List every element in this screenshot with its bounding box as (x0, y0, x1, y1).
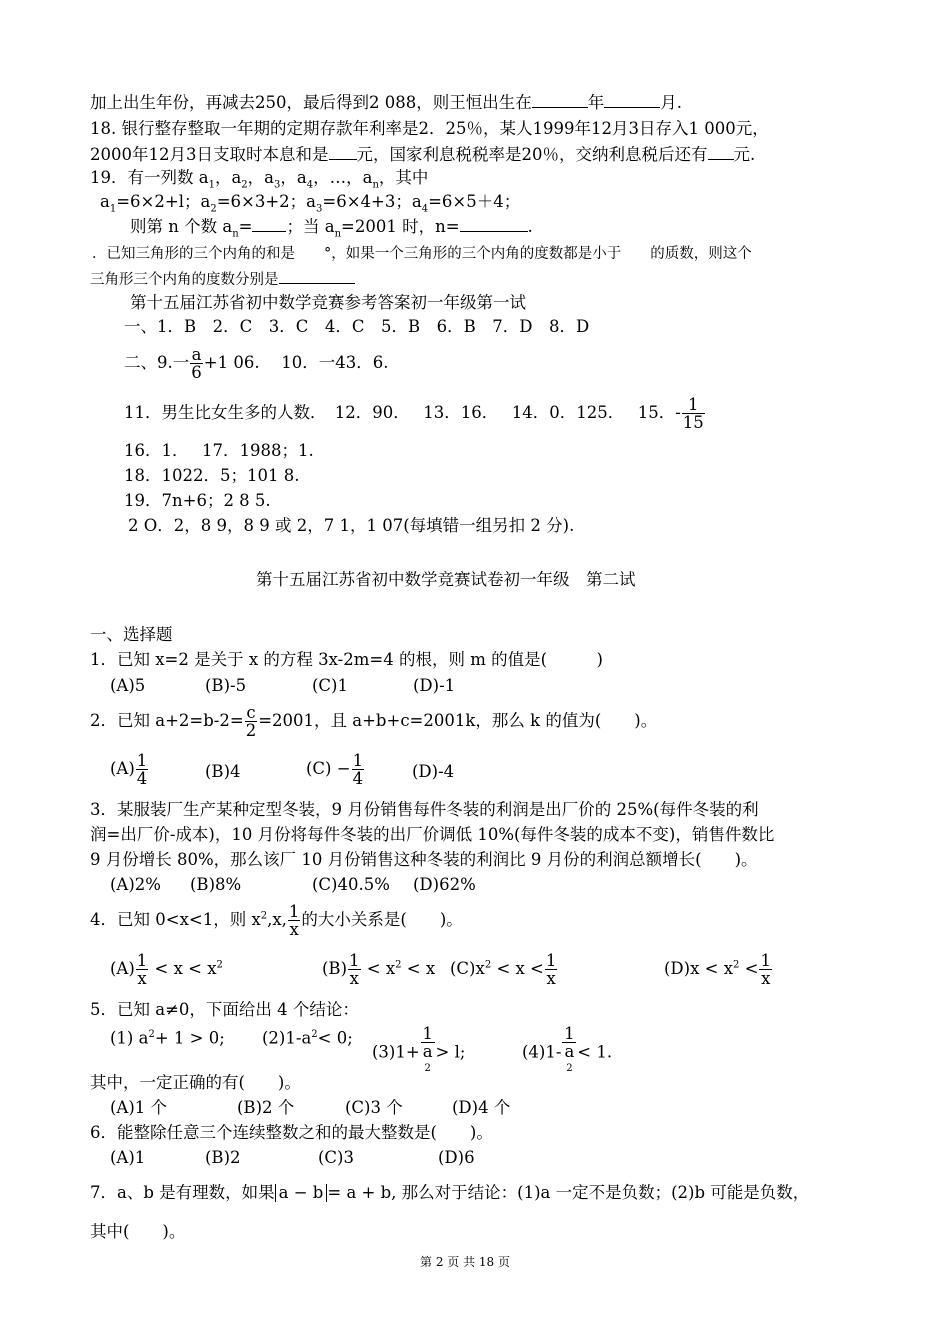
answers-title: 第十五届江苏省初中数学竞赛参考答案初一年级第一试 (130, 293, 526, 312)
answers-part2: 二、9.一 $\frac{a}{6}$ +1 06. 10．一43．6. (124, 345, 389, 382)
p2-stem: 2．已知 a+2=b-2= $\frac{c}{2}$ =2001，且 a+b+c=2001k，那么 k 的值为( )。 (90, 703, 658, 740)
p1-option-a: (A)5 (110, 676, 146, 695)
p1-option-b: (B)-5 (205, 676, 247, 695)
p1-option-d: (D)-1 (413, 676, 456, 695)
p4-option-a: (A) $\frac{1}{x}$ < $x < x^2$ (110, 951, 223, 988)
p4-option-c: $(C)x^2 < x$ < $\frac{1}{x}$ (450, 951, 557, 988)
fraction: $\frac{1}{x}$ (288, 902, 300, 939)
p5-question: 其中，一定正确的有( )。 (90, 1073, 301, 1092)
fraction: $\frac{1}{4}$ (352, 751, 364, 788)
p5-option-a: (A)1 个 (110, 1098, 168, 1117)
fraction: $\frac{1}{x}$ (349, 951, 360, 988)
p6-option-d: (D)6 (438, 1148, 475, 1167)
page-footer: 第 2 页 共 18 页 (420, 1255, 510, 1269)
answers-19: 19．7n+6；2 8 5. (124, 491, 271, 510)
p3-option-a: (A)2% (110, 875, 161, 894)
answer-blank (279, 268, 355, 284)
answers-18: 18．1022．5；101 8. (124, 466, 300, 485)
answers-16-17: 16．1． 17．1988；1. (124, 441, 314, 460)
answers-20: 2 O．2，8 9，8 9 或 2，7 1，1 07(每填错一组另扣 2 分). (128, 516, 575, 535)
answers-11-15: 11．男生比女生多的人数． 12．90． 13．16． 14．0．125． 15．- $\frac{1}{15}$ (124, 395, 704, 432)
answer-blank (460, 216, 528, 232)
q20-line2: 三角形三个内角的度数分别是 (90, 268, 355, 290)
fraction: $\frac{c}{2}$ (245, 703, 257, 740)
p5-claim-4: (4)1- 1 a $^2$ < 1. (522, 1025, 612, 1081)
p2-option-c: (C) − $\frac{1}{4}$ (306, 751, 364, 788)
answer-blank (329, 144, 357, 160)
p5-claim-1: (1) $a^2+ 1 > 0$; (110, 1028, 225, 1048)
p4-option-d: $(D)x < x^2$ < $\frac{1}{x}$ (664, 951, 771, 988)
q19-line1: 19．有一列数 $a_1$，$a_2$，$a_3$，$a_4$，…，$a_n$，其中 (90, 168, 429, 191)
fraction: 1 a $^2$ (564, 1024, 575, 1074)
p1-stem: 1．已知 x=2 是关于 x 的方程 3x-2m=4 的根，则 m 的值是( ) (90, 650, 603, 669)
fraction: 1 a $^2$ (422, 1024, 433, 1074)
p2-option-a: (A) $\frac{1}{4}$ (110, 751, 148, 788)
p5-option-b: (B)2 个 (237, 1098, 295, 1117)
p3-line2: 润=出厂价-成本)，10 月份将每件冬装的出厂价调低 10%(每件冬装的成本不变)，销售件数比 (90, 825, 775, 844)
fraction: $\frac{1}{4}$ (136, 751, 148, 788)
p3-option-d: (D)62% (413, 875, 476, 894)
q17-line: 加上出生年份，再减去250，最后得到2 088，则王恒出生在 年 月. (90, 93, 682, 112)
p6-option-a: (A)1 (110, 1148, 146, 1167)
p5-option-d: (D)4 个 (452, 1098, 511, 1117)
q19-question: 则第 n 个数 $a_n=$ ；当 $a_n=2001$ 时，n= . (130, 217, 533, 240)
p3-option-c: (C)40.5% (312, 875, 390, 894)
q18-line2: 2000年12月3日支取时本息和是 元，国家利息税税率是20％，交纳利息税后还有 元. (90, 145, 756, 164)
fraction: $\frac{1}{x}$ (136, 951, 148, 988)
absolute-value: a − b (275, 1184, 328, 1202)
p3-line1: 3．某服装厂生产某种定型冬装，9 月份销售每件冬装的利润是出厂价的 25%(每件冬装的利 (90, 800, 759, 819)
answer-blank (604, 92, 660, 108)
p5-stem: 5．已知 a≠0，下面给出 4 个结论： (90, 1000, 359, 1019)
p3-option-b: (B)8% (190, 875, 242, 894)
p2-option-b: (B)4 (205, 762, 241, 781)
p3-line3: 9 月份增长 80%，那么该厂 10 月份销售这种冬装的利润比 9 月份的利润总额增长( )。 (90, 850, 758, 869)
p6-option-c: (C)3 (318, 1148, 354, 1167)
p5-option-c: (C)3 个 (345, 1098, 403, 1117)
answer-blank (532, 92, 588, 108)
fraction: $\frac{1}{15}$ (682, 395, 704, 432)
fraction: $\frac{a}{6}$ (191, 345, 202, 382)
q20-line1: ．已知三角形的三个内角的和是 °，如果一个三角形的三个内角的度数都是小于 的质数，则这个 (92, 246, 752, 262)
exam2-title: 第十五届江苏省初中数学竞赛试卷初一年级 第二试 (256, 570, 636, 589)
p4-option-b: (B) $\frac{1}{x}$ < $x^2 < x$ (322, 951, 436, 988)
fraction: $\frac{1}{x}$ (545, 951, 557, 988)
fraction: $\frac{1}{x}$ (760, 951, 771, 988)
section-heading: 一、选择题 (90, 625, 173, 644)
p1-option-c: (C)1 (312, 676, 348, 695)
p7-line2: 其中( )。 (90, 1222, 186, 1241)
answers-part1: 一、1．B 2．C 3．C 4．C 5．B 6．B 7．D 8．D (124, 317, 590, 336)
p5-claim-3: (3)1+ 1 a $^2$ > l; (372, 1025, 465, 1081)
p6-option-b: (B)2 (205, 1148, 241, 1167)
answer-blank (708, 144, 734, 160)
q19-equations: $a_1=6\times 2+l$；$a_2=6\times 3+2$；$a_3=6\times 4+3$；$a_4=6\times 5+4$； (100, 192, 521, 215)
p5-claim-2: $(2)1-a^2< 0$; (262, 1028, 353, 1048)
p6-stem: 6．能整除任意三个连续整数之和的最大整数是( )。 (90, 1123, 493, 1142)
p7-stem: 7．a、b 是有理数，如果 a − b = a + b, 那么对于结论：(1)a 一定不是负数；(2)b 可能是负数， (90, 1183, 810, 1202)
q18-line1: 18. 银行整存整取一年期的定期存款年利率是2．25％，某人1999年12月3日存入1 000元， (90, 119, 769, 138)
p2-option-d: (D)-4 (412, 762, 455, 781)
answer-blank (252, 216, 286, 232)
p4-stem: 4．已知 0<x<1，则 $x^2,x$, $\frac{1}{x}$ 的大小关系是( )。 (90, 902, 463, 939)
